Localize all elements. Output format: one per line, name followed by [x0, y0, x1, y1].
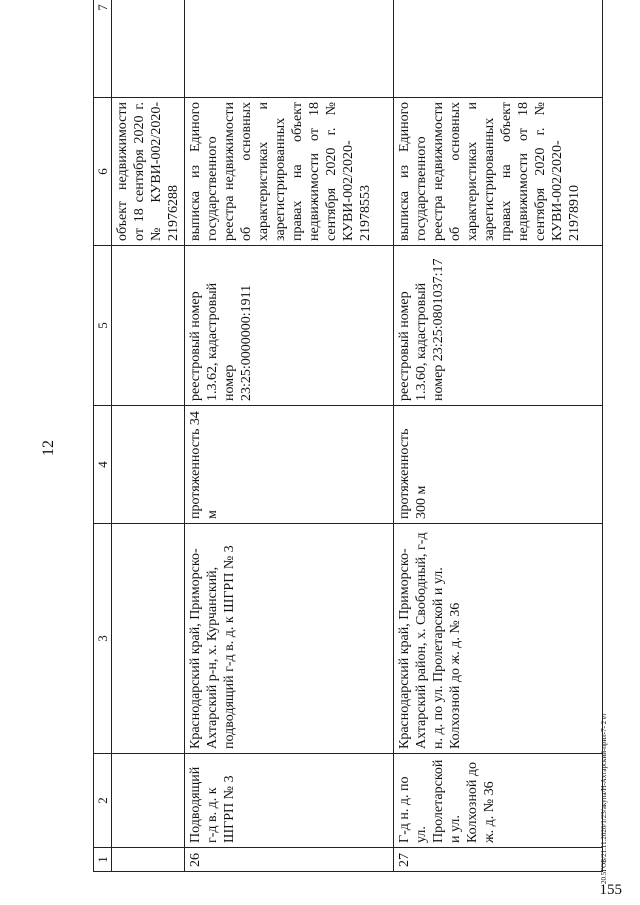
table-row	[185, 0, 394, 872]
cell-extract: выписка из Единого государственного реестра недвижимости об основных характеристиках и зарегистрированных правах на объект недвижимости от 18 сентября 2020 г. № КУВИ-002/2020-21978553	[185, 98, 394, 246]
cell-share	[394, 0, 603, 98]
bottom-page-number: 155	[599, 882, 622, 898]
cell-address: Краснодарский край, Приморско-Ахтарский р-н, х. Курчанский, подводящий г-д в. д. к ШГРП № 3	[185, 524, 394, 754]
cell-registry-number: реестровый номер 1.3.62, кадастровый номер 23:25:0000000:1911	[185, 246, 394, 406]
side-footer-note: 20.5ГОБ/21.11.2020/1/23/акупа/Н-Ахтарский-прил-7- 2 ет	[600, 712, 608, 884]
table-row	[394, 0, 603, 872]
table-row-continuation	[112, 0, 185, 872]
cell-row-number: 27	[394, 848, 603, 872]
header-col-5: 5	[94, 246, 112, 406]
cell-object-name: Подводящий г-д в. д. к ШГРП № 3	[185, 754, 394, 848]
cell-registry-number: реестровый номер 1.3.60, кадастровый номер 23:25:0801037:17	[394, 246, 603, 406]
header-col-2: 2	[94, 754, 112, 848]
cell-length: протяженность 34 м	[185, 406, 394, 524]
header-col-4: 4	[94, 406, 112, 524]
cell-object-name: Г-д н. д. по ул. Пролетарской и ул. Колхозной до ж. д. № 36	[394, 754, 603, 848]
cell-length: протяженность 300 м	[394, 406, 603, 524]
header-col-6: 6	[94, 98, 112, 246]
header-col-7: 7	[94, 0, 112, 98]
cell-extract-continued: объект недвижимости от 18 сентября 2020 г. № КУВИ-002/2020-21976288	[112, 98, 185, 246]
property-table-wrapper	[93, 4, 603, 872]
cell-address: Краснодарский край, Приморско-Ахтарский район, х. Свободный, г-д н. д. по ул. Пролетарской и ул. Колхозной до ж. д. № 36	[394, 524, 603, 754]
cell-share	[185, 0, 394, 98]
table-header-row	[94, 0, 112, 872]
cell-row-number: 26	[185, 848, 394, 872]
page-number: 12	[40, 440, 57, 456]
cell-extract: выписка из Единого государственного реестра недвижимости об основных характеристиках и зарегистрированных правах на объект недвижимости от 18 сентября 2020 г. № КУВИ-002/2020-21978910	[394, 98, 603, 246]
property-table	[93, 0, 603, 872]
header-col-1: 1	[94, 848, 112, 872]
header-col-3: 3	[94, 524, 112, 754]
